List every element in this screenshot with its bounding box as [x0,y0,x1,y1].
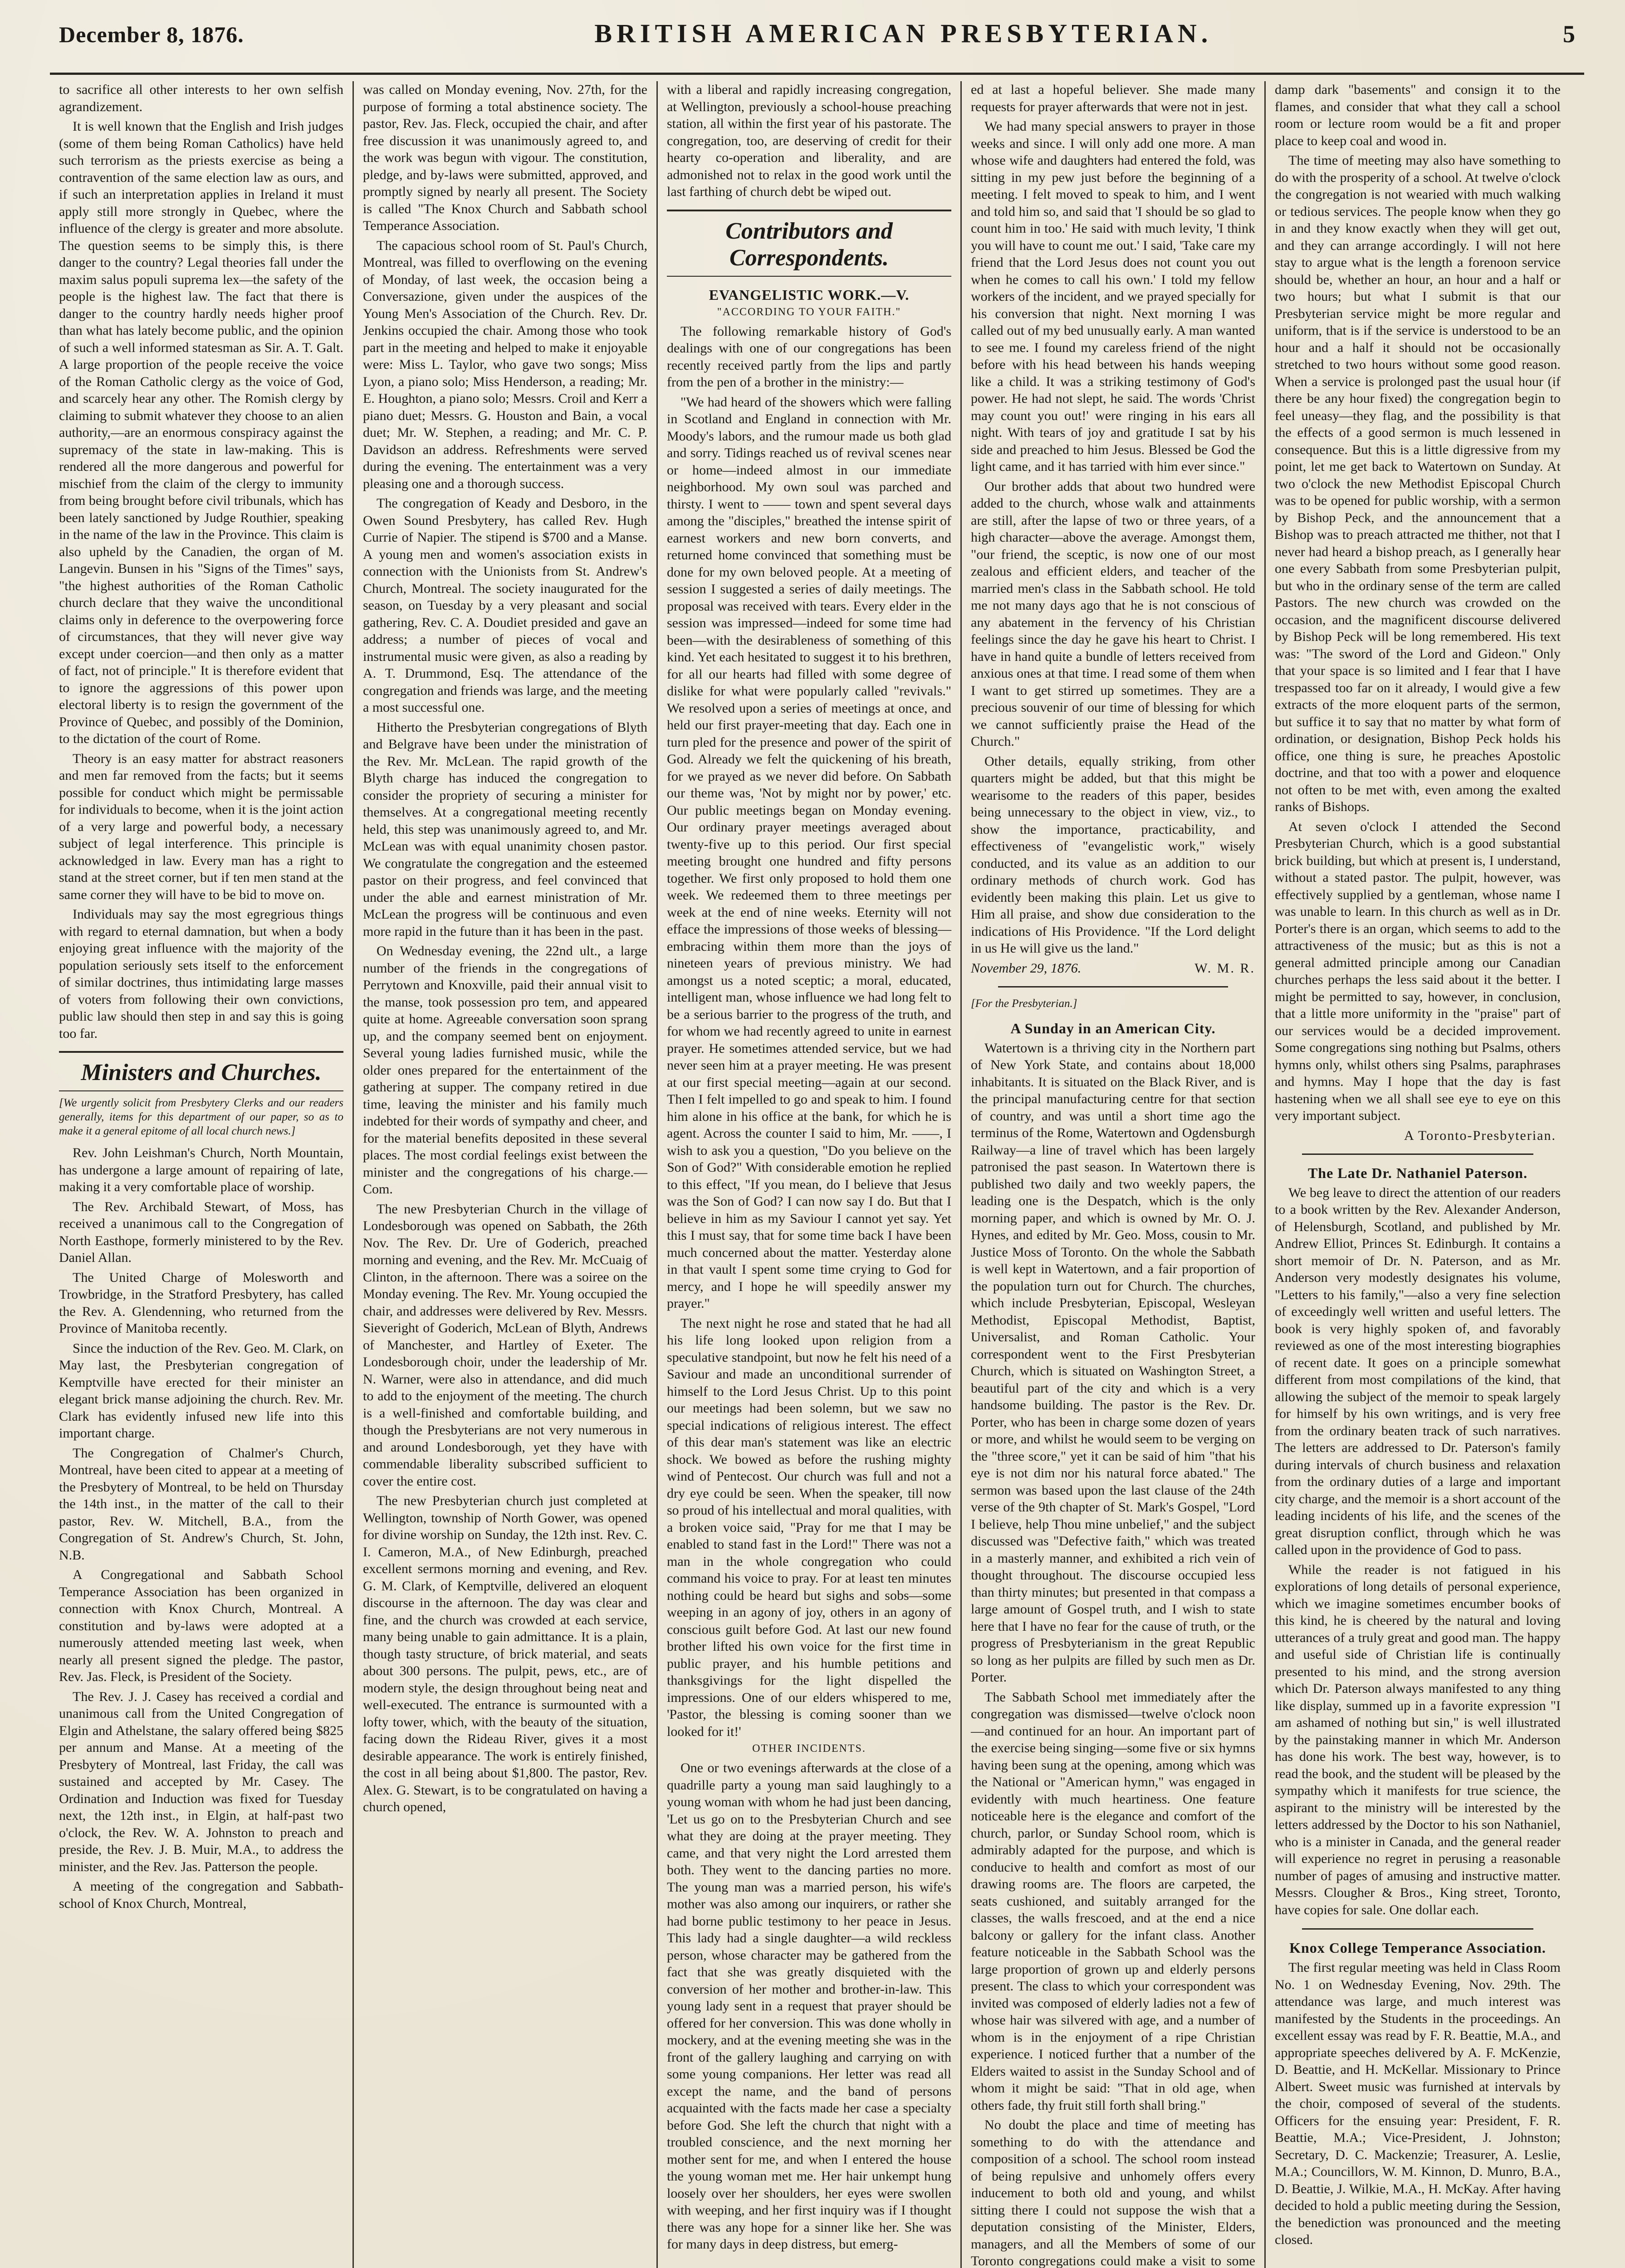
news-item: The United Charge of Molesworth and Trowbridge, in the Stratford Presbytery, has called the Rev. A. Glendenning, who returned from the Province of Manitoba recently. [59,1270,343,1336]
divider [998,986,1228,987]
paragraph: We had many special answers to prayer in those weeks and since. I will only add one more. A man whose wife and daughters had entered the fold, was sitting in my pew just before the beginning of a meeting. I felt moved to speak to him, and I went and told him so, and said that 'I should be so glad to count him in too.' He said with much levity, 'I think you will have to count me out.' I said, 'Take care my friend that the Lord Jesus does not count you out when he comes to call his own.' I told my fellow workers of the incident, and we prayed specially for his conversion that night. Next morning I was called out of my bed unusually early. A man wanted to see me. I found my careless friend of the night before with his head between his hands weeping like a child. It was a striking testimony of God's power. He had not slept, he said. The words 'Christ may count you out!' were ringing in his ears all night. With tears of joy and gratitude I sat by his side and preached to him Jesus. Blessed be God the light came, and it has tarried with him ever since." [971,119,1255,474]
paragraph: The time of meeting may also have something to do with the prosperity of a school. At twelve o'clock the congregation is not wearied with much walking or tedious services. The people know when they go in and they know exactly when they will get out, and they can arrange accordingly. I will not here stay to argue what is the length a forenoon service should be, whether an hour, an hour and a half or two hours; but what I submit is that our Presbyterian service might be more regular and uniform, that is if the service is understood to be an hour and a half it should not be occasionally stretched to two hours without some good reason. When a service is prolonged past the usual hour (if there be any hour fixed) the congregation begin to feel uneasy—they flag, and the possibility is that the effects of a good sermon is much lessened in consequence. But this is a little digressive from my point, let me get back to Watertown on Sunday. At two o'clock the new Methodist Episcopal Church was to be opened for public worship, with a sermon by Bishop Peck, and the announcement that a Bishop was to preach attracted me thither, not that I never had heard a bishop preach, as I generally hear one every Sabbath from some Presbyterian pulpit, but who in the ordinary sense of the term are called Pastors. The new church was crowded on the occasion, and the magnificent discourse delivered by Bishop Peck will be long remembered. His text was: "The sword of the Lord and Gideon." Only that your space is so limited and I fear that I have trespassed too far on it already, I would give a few extracts of the more eloquent parts of the sermon, but suffice it to say that no matter by what form of ordination, or designation, Bishop Peck holds his office, one thing is sure, he preaches Apostolic doctrine, and that too with a power and eloquence not often to be met with, even among the exalted ranks of Bishops. [1275,153,1561,814]
subheading-other-incidents: OTHER INCIDENTS. [752,1743,866,1755]
paragraph: We beg leave to direct the attention of our readers to a book written by the Rev. Alexander Anderson, of Helensburgh, Scotland, and published by Mr. Andrew Elliot, Princes St. Edinburgh. It contains a short memoir of Dr. N. Paterson, and as Mr. Anderson very modestly designates his volume, "Letters to his family,"—also a very fine selection of exceedingly well written and useful letters. The book is very highly spoken of, and favorably reviewed as one of the most interesting biographies of recent date. It goes on a principle somewhat different from most compilations of the kind, that allowing the subject of the memoir to speak largely for himself by his own writings, and is very free from the ordinary beaten track of such narratives. The letters are addressed to Dr. Paterson's family during intervals of church business and relaxation from the ordinary duties of a large and important city charge, and the memoir is a short account of the leading incidents of his life, and the scenes of the great disruption conflict, through which he was called upon in the providence of God to pass. [1275,1185,1561,1557]
paragraph: "We had heard of the showers which were falling in Scotland and England in connection with Mr. Moody's labors, and the rumour made us both glad and sorry. Tidings reached us of revival scenes near or home—indeed almost in our immediate neighborhood. My own soul was parched and thirsty. I went to —— town and spent several days among the "disciples," breathed the intense spirit of earnest workers and new born converts, and returned home convinced that something must be done for my own beloved people. At a meeting of session I suggested a series of daily meetings. The proposal was received with tears. Every elder in the session was impressed—indeed for some time had been—with the desirableness of something of this kind. Yet each hesitated to suggest it to his brethren, for all our hearts had filled with some degree of dislike for what were popularly called "revivals." We resolved upon a series of meetings at once, and held our first prayer-meeting that day. Each one in turn pled for the presence and power of the spirit of God. Already we felt the quickening of his breath, for we prayed as we never did before. On Sabbath our theme was, 'Not by might nor by power,' etc. Our public meetings began on Monday evening. Our ordinary prayer meetings averaged about twenty-five up to this period. Our first special meeting brought one hundred and fifty persons together. We first only proposed to hold them one week. We redeemed them to three meetings per week at the end of nine weeks. Eternity will not efface the impressions of those weeks of blessing—embracing within them more than the joys of nineteen years of previous ministry. We had amongst us a noted sceptic; a moral, educated, intelligent man, whose influence we had long felt to be a serious barrier to the progress of the truth, and for whom we had recently agreed to unite in earnest prayer. He sometimes attended service, but we had never seen him at a prayer meeting. He was present at our first special meeting—again at our second. Then I felt impelled to go and speak to him. I found him alone in his office at the bank, for which he is agent. Across the counter I said to him, Mr. ——, I wish to ask you a question, "Do you believe on the Son of God?" With considerable emotion he replied to this effect, "If you mean, do I believe that Jesus was the Son of God? I can now say I do. But that I believe in him as my Saviour I cannot yet say. Yet this I must say, that for some time back I have been much concerned about the matter. Yesterday alone in that vault I spent some time crying to God for mercy, and I hope he will speedily answer my prayer." [667,394,951,1311]
divider [1302,1154,1533,1155]
issue-date: December 8, 1876. [59,22,244,47]
news-item: was called on Monday evening, Nov. 27th, for the purpose of forming a total abstinence society. The pastor, Rev. Jas. Fleck, occupied the chair, and after free discussion it was unanimously agreed to, and the work was begun with vigour. The constitution, pledge, and by-laws were submitted, approved, and promptly signed by nearly all present. The Society is called "The Knox Church and Sabbath school Temperance Association. [363,82,647,233]
article-title-evangelistic-work: EVANGELISTIC WORK.—V. [709,286,910,303]
paragraph: damp dark "basements" and consign it to the flames, and consider that what they call a school room or lecture room would be a fit and proper place to keep coal and wood in. [1275,82,1561,148]
signature-date: November 29, 1876. [971,960,1082,976]
section-heading-contributors: Contributors and Correspondents. [667,210,951,277]
news-item: A meeting of the congregation and Sabbath-school of Knox Church, Montreal, [59,1879,343,1911]
paragraph: It is well known that the English and Irish judges (some of them being Roman Catholics) have held such terrorism as the priests exercise as being a contravention of the same election law as ours, and if such an interpretation applies in Ireland it must apply still more strongly in Quebec, where the influence of the clergy is greater and more absolute. The question seems to be simply this, is there danger to the country? Legal theories fall under the maxim salus populi suprema lex—the safety of the people is the highest law. The fact that there is danger to the country hardly needs higher proof than what has lately become public, and the opinion of such a well informed statesman as Sir. A. T. Galt. A large proportion of the people receive the voice of the Roman Catholic clergy as the voice of God, and scarcely hear any other. The Romish clergy by claiming to submit whatever they choose to an alien authority,—are an enormous conspiracy against the supremacy of the state in law-making. This is rendered all the more dangerous and powerful for mischief from the claim of the clergy to immunity from being brought before civil tribunals, which has been lately sanctioned by Judge Routhier, speaking in the name of the law in the Province. This claim is also upheld by the Canadien, the organ of M. Langevin. Bunsen in his "Signs of the Times" says, "the highest authorities of the Roman Catholic church declare that they waive the unconditional claims only in deference to the overpowering force of circumstances, that they will never give way except under coercion—and then only as a matter of fact, not of principle." It is therefore evident that to ignore the aggressions of this power upon electoral liberty is to resign the government of the Province of Quebec, and possibly of the Dominion, to the dictation of the court of Rome. [59,119,343,746]
section-heading-ministers-and-churches: Ministers and Churches. [59,1051,343,1091]
paragraph: Theory is an easy matter for abstract reasoners and men far removed from the facts; but it seems possible for conduct which might be permissable for individuals to become, when it is the joint action of a very large and powerful body, a necessary subject of legal interference. This principle is acknowledged in law. Every man has a right to stand at the street corner, but if ten men stand at the same corner they will have to be bid to move on. [59,751,343,902]
column-1 [50,81,354,2268]
column-5 [1266,81,1570,2268]
column-2 [354,81,658,2268]
paragraph: Other details, equally striking, from other quarters might be added, but that this might be wearisome to the readers of this paper, besides being unnecessary to the object in view, viz., to show the importance, practicability, and effectiveness of "evangelistic work," wisely conducted, and its value as an addition to our ordinary methods of church work. God has evidently been making this plain. Let us give to Him all praise, and show due consideration to the indications of His Providence. "If the Lord delight in us He will give us the land." [971,753,1255,956]
paragraph: ed at last a hopeful believer. She made many requests for prayer afterwards that were not in jest. [971,82,1255,114]
news-item: A Congregational and Sabbath School Temperance Association has been organized in connection with Knox Church, Montreal. A constitution and by-laws were adopted at a numerously attended meeting last week, when nearly all present signed the pledge. The pastor, Rev. Jas. Fleck, is President of the Society. [59,1567,343,1684]
news-item: The capacious school room of St. Paul's Church, Montreal, was filled to overflowing on the evening of Monday, of last week, the occasion being a Conversazione, given under the auspices of the Young Men's Association of the Church. Rev. Dr. Jenkins occupied the chair. Among those who took part in the meeting and helped to make it enjoyable were: Miss L. Taylor, who gave two songs; Miss Lyon, a piano solo; Miss Henderson, a reading; Mr. E. Houghton, a piano solo; Messrs. Croil and Kerr a piano duet; Messrs. G. Houston and Bain, a vocal duet; Mr. W. Stephen, a reading; and Mr. C. P. Davidson an address. Refreshments were served during the evening. The entertainment was a very pleasing one and a thorough success. [363,238,647,491]
news-item: with a liberal and rapidly increasing congregation, at Wellington, previously a school-house preaching station, all within the first year of his pastorate. The congregation, too, are deserving of credit for their hearty co-operation and liberality, and are admonished not to relax in the good work until the last farthing of church debt be wiped out. [667,82,951,199]
byline: A Toronto-Presbyterian. [1404,1128,1556,1143]
signature-line [971,961,1255,976]
news-item: The new Presbyterian church just completed at Wellington, township of North Gower, was opened for divine worship on Sunday, the 12th inst. Rev. C. I. Cameron, M.A., of New Edinburgh, preached excellent sermons morning and evening, and Rev. G. M. Clark, of Kemptville, delivered an eloquent discourse in the afternoon. The day was clear and fine, and the church was crowded at each service, many being unable to gain admittance. It is a plain, though tasty structure, of brick material, and seats about 300 persons. The pulpit, pews, etc., are of modern style, the design throughout being neat and well-executed. The entrance is surmounted with a lofty tower, which, with the beauty of the situation, facing down the Rideau River, gives it a most desirable appearance. The work is entirely finished, the cost in all being about $1,800. The pastor, Rev. Alex. G. Stewart, is to be congratulated on having a church opened, [363,1493,647,1814]
news-item: The congregation of Keady and Desboro, in the Owen Sound Presbytery, has called Rev. Hugh Currie of Napier. The stipend is $700 and a Manse. A young men and women's association exists in connection with the Unionists from St. Andrew's Church, Montreal. The society inaugurated for the season, on Tuesday by a very pleasant and social gathering, Rev. C. A. Doudiet presided and gave an address; a number of pieces of vocal and instrumental music were given, as also a reading by A. T. Drummond, Esq. The attendance of the congregation and friends was large, and the meeting a most successful one. [363,496,647,715]
article-subtitle: "ACCORDING TO YOUR FAITH." [717,306,901,318]
article-title-dr-paterson: The Late Dr. Nathaniel Paterson. [1307,1164,1528,1181]
news-item: The Rev. J. J. Casey has received a cordial and unanimous call from the United Congregation of Elgin and Athelstane, the salary offered being $825 per annum and Manse. At a meeting of the Presbytery of Montreal, last Friday, the call was sustained and accepted by Mr. Casey. The Ordination and Induction was fixed for Tuesday next, the 12th inst., in Elgin, at half-past two o'clock, the Rev. W. A. Johnston to preach and preside, the Rev. J. B. Muir, M.A., to address the minister, and the Rev. Jas. Patterson the people. [59,1689,343,1874]
news-item: Since the induction of the Rev. Geo. M. Clark, on May last, the Presbyterian congregation of Kemptville have erected for their minister an elegant brick manse adjoining the church. Rev. Mr. Clark has evidently infused new life into this important charge. [59,1340,343,1441]
paragraph: to sacrifice all other interests to her own selfish agrandizement. [59,82,343,114]
paragraph: The following remarkable history of God's dealings with one of our congregations has been recently received partly from the lips and partly from the pen of a brother in the ministry:— [667,323,951,390]
paragraph: Individuals may say the most egregrious things with regard to eternal damnation, but when a body enjoying great influence with the majority of the population seriously sets itself to the enforcement of similar doctrines, thus intimidating large masses of voters from following their own convictions, public law should then step in and say this is going too far. [59,907,343,1041]
columns [50,81,1584,2268]
news-item: The Congregation of Chalmer's Church, Montreal, have been cited to appear at a meeting of the Presbytery of Montreal, to be held on Thursday the 14th inst., in the matter of the call to their pastor, Rev. W. Mitchell, B.A., from the Congregation of St. Andrew's Church, St. John, N.B. [59,1445,343,1563]
masthead [50,18,1584,75]
divider [1302,1928,1533,1930]
paragraph: At seven o'clock I attended the Second Presbyterian Church, which is a good substantial brick building, but which at present is, I understand, without a stated pastor. The pulpit, however, was effectively supplied by a gentleman, whose name I was unable to learn. In this church as well as in Dr. Porter's there is an organ, which seems to add to the attractiveness of the music; but as this is not a general admitted principle among our Canadian churches perhaps the less said about it the better. I might be permitted to say, however, in conclusion, that a little more uniformity in the "praise" part of our services would be a decided improvement. Some congregations sing nothing but Psalms, others hymns only, whilst others sing Psalms, paraphrases and hymns. May I hope that the day is fast hastening when we all shall see eye to eye on this very important subject. [1275,819,1561,1123]
article-title-knox-temperance: Knox College Temperance Association. [1289,1940,1546,1956]
news-item: Hitherto the Presbyterian congregations of Blyth and Belgrave have been under the ministration of the Rev. Mr. McLean. The rapid growth of the Blyth charge has induced the congregation to consider the propriety of securing a minister for themselves. At a congregational meeting recently held, this step was unanimously agreed to, and Mr. McLean was with equal unanimity chosen pastor. We congratulate the congregation and the esteemed pastor on their progress, and feel convinced that under the able and earnest ministration of Mr. McLean the progress will be continuous and even more rapid in the future than it has been in the past. [363,719,647,939]
paragraph: Our brother adds that about two hundred were added to the church, whose walk and attainments are still, after the lapse of two or three years, of a high character—above the average. Amongst them, "our friend, the sceptic, is now one of our most zealous and efficient elders, and teacher of the married men's class in the Sabbath school. He told me not many days ago that he is not conscious of any abatement in the fervency of his Christian feelings since the day he gave his heart to Christ. I have in hand quite a bundle of letters received from anxious ones at that time. I read some of them when I want to get stirred up sometimes. They are a precious souvenir of our time of blessing for which we cannot sufficiently praise the Head of the Church." [971,479,1255,749]
paragraph: The next night he rose and stated that he had all his life long looked upon religion from a speculative standpoint, but now he felt his need of a Saviour and made an unconditional surrender of himself to the Lord Jesus Christ. Up to this point our meetings had been solemn, but we saw no special indications of religious interest. The effect of this dear man's statement was like an electric shock. We bowed as before the rushing mighty wind of Pentecost. Our church was full and not a dry eye could be seen. When the speaker, till now so proud of his intellectual and moral qualities, with a broken voice said, "Pray for me that I may be enabled to stand fast in the Lord!" There was not a man in the whole congregation who could command his voice to pray. For at least ten minutes nothing could be heard but sighs and sobs—some weeping in an agony of joy, others in an agony of conscious guilt before God. At last our new found brother lifted his own voice for the first time in public prayer, and his humble petitions and thanksgivings for the light dispelled the impressions. One of our elders whispered to me, 'Pastor, the blessing is coming sooner than we looked for it!' [667,1315,951,1739]
page-number: 5 [1563,20,1575,48]
paragraph: One or two evenings afterwards at the close of a quadrille party a young man said laughingly to a young woman with whom he had just been dancing, 'Let us go on to the Presbyterian Church and see what they are doing at the prayer meeting. They came, and that very night the Lord arrested them both. They went to the dancing parties no more. The young man was a married person, his wife's mother was also among our inquirers, or rather she had borne public testimony to her peace in Jesus. This lady had a single daughter—a wild reckless person, whose character may be gathered from the fact that she was greatly disquieted with the conversion of her mother and brother-in-law. This young lady sent in a request that prayer should be offered for her conversion. This was done wholly in mockery, and at the evening meeting she was in the front of the gallery laughing and carrying on with some young companions. Her letter was read all except the name, and the band of persons acquainted with the facts made her case a specialty before God. She left the church that night with a troubled conscience, and the next morning her mother sent for me, and when I entered the house the young woman met me. Her hair unkempt hung loosely over her shoulders, her eyes were swollen with weeping, and her first inquiry was if I thought there was any hope for a sinner like her. She was for many days in deep distress, but emerg- [667,1760,951,2252]
paper-title: BRITISH AMERICAN PRESBYTERIAN. [594,19,1213,48]
news-item: The Rev. Archibald Stewart, of Moss, has received a unanimous call to the Congregation of North Easthope, formerly ministered to by the Rev. Daniel Allan. [59,1199,343,1265]
source-note: [For the Presbyterian.] [971,997,1077,1010]
paragraph: While the reader is not fatigued in his explorations of long details of personal experience, which we imagine sometimes encumber books of this kind, he is cheered by the natural and loving utterances of a truly great and good man. The happy and useful side of Christian life is continually presented to his mind, and the strong aversion which Dr. Paterson always manifested to any thing like display, summed up in a favorite expression "I am ashamed of nothing but sin," is well illustrated by the painstaking manner in which Mr. Anderson has done his work. The best way, however, is to read the book, and the student will be pleased by the sympathy which it manifests for true science, the aspirant to the ministry will be interested by the letters addressed by the Doctor to his son Nathaniel, who is a minister in Canada, and the general reader will experience no regret in perusing a reasonable number of pages of amusing and instructive matter. Messrs. Clougher & Bros., King street, Toronto, have copies for sale. One dollar each. [1275,1562,1561,1917]
paragraph: Watertown is a thriving city in the Northern part of New York State, and contains about 18,000 inhabitants. It is situated on the Black River, and is the principal manufacturing centre for that section of country, and was until a short time ago the terminus of the Rome, Watertown and Ogdensburgh Railway—a line of travel which has been largely patronised the past season. In Watertown there is published two daily and two weekly papers, the leading one is the Despatch, which is the only morning paper, and which is owned by Mr. O. J. Hynes, and edited by Mr. Geo. Moss, cousin to Mr. Justice Moss of Toronto. On the whole the Sabbath is well kept in Watertown, and a fair proportion of the population turn out for Church. The churches, which include Presbyterian, Episcopal, Wesleyan Methodist, Episcopal Methodist, Baptist, Universalist, and Roman Catholic. Your correspondent went to the First Presbyterian Church, which is situated on Washington Street, a beautiful part of the city and which is a very handsome building. The pastor is the Rev. Dr. Porter, who has been in charge some dozen of years or more, and whilst he would seem to be verging on the "three score," yet it can be said of him "that his eye is not dim nor his natural force abated." The sermon was based upon the last clause of the 24th verse of the 9th chapter of St. Mark's Gospel, "Lord I believe, help Thou mine unbelief," and the subject discussed was "Defective faith," which was treated in a masterly manner, and exhibited a rich vein of thought throughout. The discourse occupied less than thirty minutes; but presented in that compass a large amount of Gospel truth, and I wish to state here that I have no fear for the cause of truth, or the progress of Presbyterianism in the great Republic so long as her pulpits are filled by such men as Dr. Porter. [971,1040,1255,1685]
signature-initials: W. M. R. [1194,960,1255,976]
paragraph: No doubt the place and time of meeting has something to do with the attendance and composition of a school. The school room instead of being repulsive and unhomely offers every inducement to both old and young, and whilst sitting there I could not suppose the wish that a deputation consisting of the Minister, Elders, managers, and all the Members of some of our Toronto congregations could make a visit to some [971,2117,1255,2268]
column-4 [962,81,1266,2268]
column-3 [658,81,962,2268]
article-title-sunday-american-city: A Sunday in an American City. [1010,1020,1216,1036]
paragraph: The Sabbath School met immediately after the congregation was dismissed—twelve o'clock noon—and continued for an hour. An important part of the exercise being singing—some five or six hymns having been sung at the opening, among which was the National or "American hymn," was engaged in evidently with much heartiness. One feature noticeable here is the elegance and comfort of the church, parlor, or Sunday School room, which is admirably adapted for the purpose, and which is conducive to health and comfort as most of our drawing rooms are. The floors are carpeted, the seats cushioned, and suitably arranged for the classes, the walls frescoed, and at the end a nice balcony or gallery for the infant class. Another feature noticeable in the Sabbath School was the large proportion of grown up and elderly persons present. The class to which your correspondent was invited was composed of elderly ladies not a few of whose hair was silvered with age, and a number of whom is in the enjoyment of a ripe Christian experience. I noticed further that a number of the Elders waited to assist in the Sunday School and of whom it might be said: "That in old age, when others fade, thy fruit still forth shall bring." [971,1689,1255,2113]
news-item: On Wednesday evening, the 22nd ult., a large number of the friends in the congregations of Perrytown and Knoxville, paid their annual visit to the manse, took possession pro tem, and appeared quite at home. Agreeable conversation soon sprang up, and the company seemed bent on enjoyment. Several young ladies furnished music, while the older ones prepared for the entertainment of the gathering at supper. The company retired in due time, leaving the minister and his family much indebted for their words of sympathy and cheer, and for the material benefits deposited in these several places. The most cordial feelings exist between the minister and the congregations of his charge.—Com. [363,943,647,1197]
editorial-note: [We urgently solicit from Presbytery Clerks and our readers generally, items for this department of our paper, so as to make it a general epitome of all local church news.] [59,1097,343,1137]
news-item: Rev. John Leishman's Church, North Mountain, has undergone a large amount of repairing of late, making it a very comfortable place of worship. [59,1145,343,1194]
paragraph: The first regular meeting was held in Class Room No. 1 on Wednesday Evening, Nov. 29th. The attendance was large, and much interest was manifested by the Students in the proceedings. An excellent essay was read by F. R. Beattie, M.A., and appropriate speeches delivered by A. F. McKenzie, D. Beattie, and H. McKellar. Missionary to Prince Albert. Sweet music was furnished at intervals by the choir, composed of several of the students. Officers for the ensuing year: President, F. R. Beattie, M.A.; Vice-President, J. Johnston; Secretary, D. C. Mackenzie; Treasurer, A. Leslie, M.A.; Councillors, W. M. Kinnon, D. Munro, B.A., D. Beattie, J. Wilkie, M.A., H. McKay. After having decided to hold a public meeting during the Session, the benediction was pronounced and the meeting closed. [1275,1960,1561,2247]
news-item: The new Presbyterian Church in the village of Londesborough was opened on Sabbath, the 26th Nov. The Rev. Dr. Ure of Goderich, preached morning and evening, and the Rev. Mr. McCuaig of Clinton, in the afternoon. There was a soiree on the Monday evening. The Rev. Mr. Young occupied the chair, and addresses were delivered by Rev. Messrs. Sieveright of Goderich, McLean of Blyth, Andrews of Manchester, and Hartley of Exeter. The Londesborough choir, under the leadership of Mr. N. Warner, were also in attendance, and did much to add to the enjoyment of the meeting. The church is a well-finished and comfortable building, and though the Presbyterians are not very numerous in and around Londesborough, yet they have with commendable liberality subscribed sufficient to cover the entire cost. [363,1201,647,1489]
